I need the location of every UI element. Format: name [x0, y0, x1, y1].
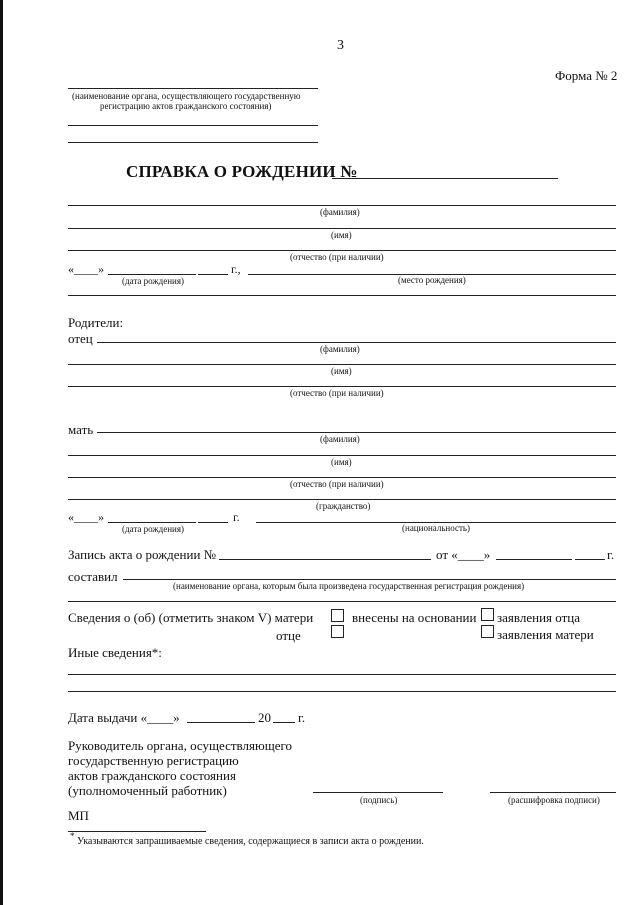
compiled-label: составил	[68, 569, 118, 584]
other-info-label: Иные сведения*:	[68, 645, 162, 660]
child-surname-field[interactable]	[68, 205, 616, 206]
mother-birth-year-field[interactable]	[198, 522, 228, 523]
child-birth-year-field[interactable]	[198, 274, 228, 275]
father-name-field[interactable]	[68, 364, 616, 365]
child-birth-month-field[interactable]	[108, 274, 196, 275]
mother-statement-label: заявления матери	[497, 627, 594, 642]
head-line-4: (уполномоченный работник)	[68, 783, 227, 798]
document-title: СПРАВКА О РОЖДЕНИИ №	[126, 162, 358, 181]
stamp-label: МП	[68, 808, 89, 823]
issuer-line-3	[68, 142, 318, 143]
mother-nationality-caption: (национальность)	[402, 523, 470, 533]
issue-date-label: Дата выдачи «____»	[68, 710, 180, 725]
signature-field[interactable]	[313, 792, 443, 793]
issue-year-prefix: 20	[258, 710, 271, 725]
mother-birth-month-field[interactable]	[108, 522, 196, 523]
child-patronymic-caption: (отчество (при наличии)	[290, 252, 384, 262]
compiled-by-field-2[interactable]	[68, 601, 616, 602]
mother-name-caption: (имя)	[331, 457, 352, 467]
issuer-caption-1: (наименование органа, осуществляющего государственную	[72, 91, 301, 101]
record-from-label: от «____»	[436, 547, 491, 562]
certificate-number-field[interactable]	[332, 178, 558, 179]
mother-year-suffix: г.	[233, 510, 240, 524]
parents-label: Родители:	[68, 315, 124, 330]
father-name-caption: (имя)	[331, 366, 352, 376]
issuer-line	[68, 88, 318, 89]
footnote-text: Указываются запрашиваемые сведения, содержащиеся в записи акта о рождении.	[77, 836, 424, 847]
father-surname-caption: (фамилия)	[320, 344, 360, 354]
issuer-caption-2: регистрацию актов гражданского состояния)	[100, 101, 272, 111]
record-month-field[interactable]	[496, 559, 572, 560]
record-number-field[interactable]	[219, 559, 431, 560]
form-label: Форма № 2	[555, 68, 618, 83]
father-option-label: отце	[276, 628, 301, 643]
decoding-caption: (расшифровка подписи)	[508, 795, 600, 805]
record-year-suffix: г.	[607, 547, 615, 562]
head-line-1: Руководитель органа, осуществляющего	[68, 738, 292, 753]
child-name-field[interactable]	[68, 228, 616, 229]
mother-birth-day: «____»	[68, 510, 104, 524]
issue-year-suffix: г.	[298, 710, 306, 725]
father-patronymic-caption: (отчество (при наличии)	[290, 388, 384, 398]
footnote-separator	[68, 831, 206, 832]
head-line-2: государственную регистрацию	[68, 753, 239, 768]
father-checkbox[interactable]	[331, 625, 344, 638]
child-birth-place-field-2[interactable]	[68, 295, 616, 296]
other-info-field-2[interactable]	[68, 691, 616, 692]
mother-surname-field[interactable]	[97, 432, 616, 433]
child-birth-day: «____»	[68, 262, 104, 276]
signature-caption: (подпись)	[360, 795, 398, 805]
page-number: 3	[337, 38, 344, 53]
signature-decoding-field[interactable]	[490, 792, 616, 793]
father-patronymic-field[interactable]	[68, 386, 616, 387]
father-surname-field[interactable]	[97, 342, 616, 343]
issue-year-field[interactable]	[273, 722, 295, 723]
compiled-by-field[interactable]	[123, 579, 616, 580]
mother-checkbox[interactable]	[331, 609, 344, 622]
info-label: Сведения о (об) (отметить знаком V) матери	[68, 610, 314, 625]
father-statement-checkbox[interactable]	[481, 608, 494, 621]
mother-patronymic-caption: (отчество (при наличии)	[290, 479, 384, 489]
father-statement-label: заявления отца	[497, 610, 580, 625]
issuer-line-2	[68, 125, 318, 126]
other-info-field-1[interactable]	[68, 674, 616, 675]
child-surname-caption: (фамилия)	[320, 207, 360, 217]
father-label: отец	[68, 331, 93, 346]
mother-statement-checkbox[interactable]	[481, 625, 494, 638]
issue-month-field[interactable]	[187, 722, 255, 723]
record-year-field[interactable]	[575, 559, 605, 560]
child-patronymic-field[interactable]	[68, 250, 616, 251]
mother-citizenship-field[interactable]	[68, 499, 616, 500]
child-year-suffix: г.,	[231, 262, 241, 276]
mother-name-field[interactable]	[68, 455, 616, 456]
mother-surname-caption: (фамилия)	[320, 434, 360, 444]
child-birth-place-caption: (место рождения)	[398, 275, 466, 285]
basis-label: внесены на основании	[352, 610, 477, 625]
head-line-3: актов гражданского состояния	[68, 768, 236, 783]
mother-label: мать	[68, 422, 94, 437]
mother-citizenship-caption: (гражданство)	[316, 501, 371, 511]
record-label: Запись акта о рождении №	[68, 547, 217, 562]
mother-birth-date-caption: (дата рождения)	[122, 524, 184, 534]
page-left-edge	[0, 0, 3, 905]
compiled-caption: (наименование органа, которым была произведена государственная регистрация рождения)	[173, 581, 525, 591]
mother-patronymic-field[interactable]	[68, 477, 616, 478]
child-name-caption: (имя)	[331, 230, 352, 240]
child-birth-date-caption: (дата рождения)	[122, 276, 184, 286]
footnote-mark: *	[70, 831, 75, 841]
